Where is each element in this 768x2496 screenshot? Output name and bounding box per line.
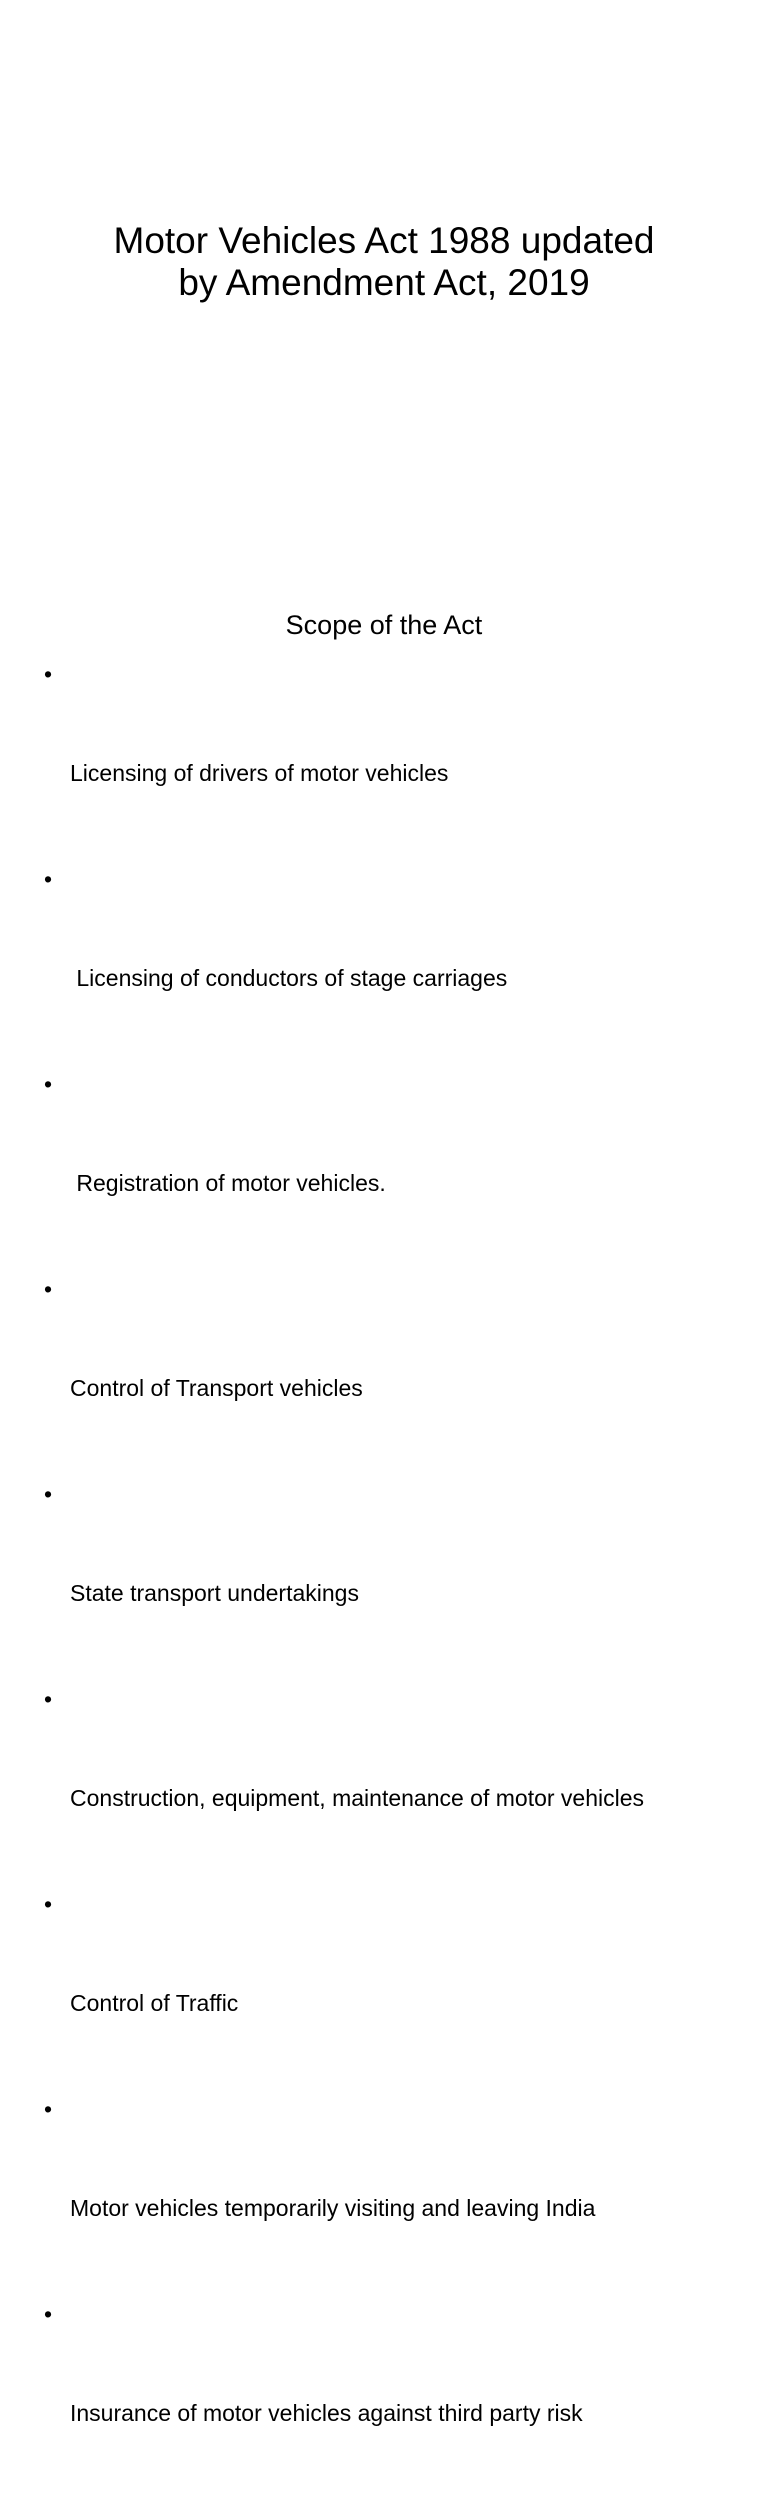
bullet-icon: • (44, 1891, 53, 1917)
list-item (44, 863, 744, 1061)
bullet-icon: • (44, 2096, 53, 2122)
slide-scope (0, 576, 768, 2426)
bullet-icon: • (44, 1276, 53, 1302)
bullet-icon: • (44, 1481, 53, 1507)
list-item (44, 1068, 744, 1266)
list-item-text: Licensing of conductors of stage carriages (70, 965, 508, 991)
title-line-1: Motor Vehicles Act 1988 updated (113, 219, 655, 261)
list-item (44, 1273, 744, 1471)
list-item-text: Control of Transport vehicles (70, 1375, 363, 1401)
list-item (44, 2093, 744, 2291)
list-item-text: Registration of motor vehicles. (70, 1170, 386, 1196)
list-item (44, 2298, 744, 2496)
slide-title (0, 0, 768, 576)
bullet-icon: • (44, 1686, 53, 1712)
bullet-icon: • (44, 1071, 53, 1097)
list-item (44, 658, 744, 856)
list-item (44, 1683, 744, 1881)
list-item-text: State transport undertakings (70, 1580, 359, 1606)
list-item-text: Construction, equipment, maintenance of motor vehicles (70, 1785, 645, 1811)
bullet-icon: • (44, 2301, 53, 2327)
list-item (44, 1888, 744, 2086)
bullet-icon: • (44, 866, 53, 892)
page-title (0, 220, 768, 304)
list-item-text: Licensing of drivers of motor vehicles (70, 760, 449, 786)
scope-list (44, 658, 744, 2496)
section-heading: Scope of the Act (285, 610, 483, 640)
list-item-text: Control of Traffic (70, 1990, 239, 2016)
list-item-text: Motor vehicles temporarily visiting and leaving India (70, 2195, 596, 2221)
list-item (44, 1478, 744, 1676)
bullet-icon: • (44, 661, 53, 687)
list-item-text: Insurance of motor vehicles against third party risk (70, 2400, 583, 2426)
title-line-2: by Amendment Act, 2019 (178, 261, 590, 303)
